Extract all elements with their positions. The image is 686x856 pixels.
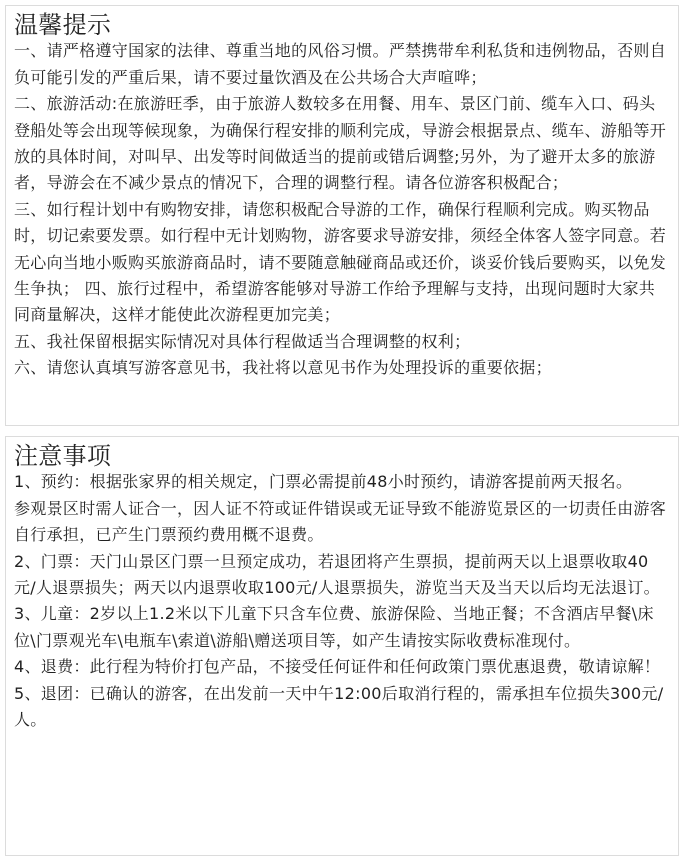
notes-title: 注意事项	[14, 442, 112, 470]
notes-item-refund: 4、退费：此行程为特价打包产品，不接受任何证件和任何政策门票优惠退费，敬请谅解！	[14, 657, 661, 677]
notes-panel	[5, 436, 679, 856]
tips-title: 温馨提示	[14, 11, 112, 39]
notes-item-tickets: 2、门票：天门山景区门票一旦预定成功，若退团将产生票损，提前两天以上退票收取40元/人退票损失；两天以内退票收取100元/人退票损失，游览当天及当天以后均无法退订。	[14, 551, 660, 598]
tips-item-3: 三、如行程计划中有购物安排，请您积极配合导游的工作，确保行程顺利完成。购买物品时，切记索要发票。如行程中无计划购物，游客要求导游安排，须经全体客人签字同意。若无心向当地小贩购买旅游商品时，请不要随意触碰商品或还价，谈妥价钱后要购买，以免发生争执； 四、旅行过程中，希望游客能够对导游工作给予理解与支持，出现问题时大家共同商量解决，这样才能使此次游程更加完美；	[14, 199, 667, 325]
tips-item-1: 一、请严格遵守国家的法律、尊重当地的风俗习惯。严禁携带牟利私货和违例物品，否则自负可能引发的严重后果，请不要过量饮酒及在公共场合大声喧哗；	[14, 41, 667, 87]
notes-item-booking: 1、预约：根据张家界的相关规定，门票必需提前48小时预约，请游客提前两天报名。	[14, 472, 633, 492]
tips-item-5: 五、我社保留根据实际情况对具体行程做适当合理调整的权利；	[14, 331, 471, 351]
tips-item-2: 二、旅游活动:在旅游旺季，由于旅游人数较多在用餐、用车、景区门前、缆车入口、码头登船处等会出现等候现象，为确保行程安排的顺利完成，导游会根据景点、缆车、游船等开放的具体时间，对叫早、出发等时间做适当的提前或错后调整;另外，为了避开太多的旅游者，导游会在不减少景点的情况下，合理的调整行程。请各位游客积极配合；	[14, 94, 667, 193]
notes-item-children: 3、儿童：2岁以上1.2米以下儿童下只含车位费、旅游保险、当地正餐；不含酒店早餐\床位\门票观光车\电瓶车\索道\游船\赠送项目等，如产生请按实际收费标准现付。	[14, 604, 654, 650]
tips-item-6: 六、请您认真填写游客意见书，我社将以意见书作为处理投诉的重要依据；	[14, 358, 552, 378]
notes-item-cancellation: 5、退团：已确认的游客，在出发前一天中午12:00后取消行程的，需承担车位损失300元/人。	[14, 683, 664, 730]
notes-item-id-match: 参观景区时需人证合一，因人证不符或证件错误或无证导致不能游览景区的一切责任由游客自行承担，已产生门票预约费用概不退费。	[14, 498, 667, 545]
tips-panel	[5, 5, 679, 426]
